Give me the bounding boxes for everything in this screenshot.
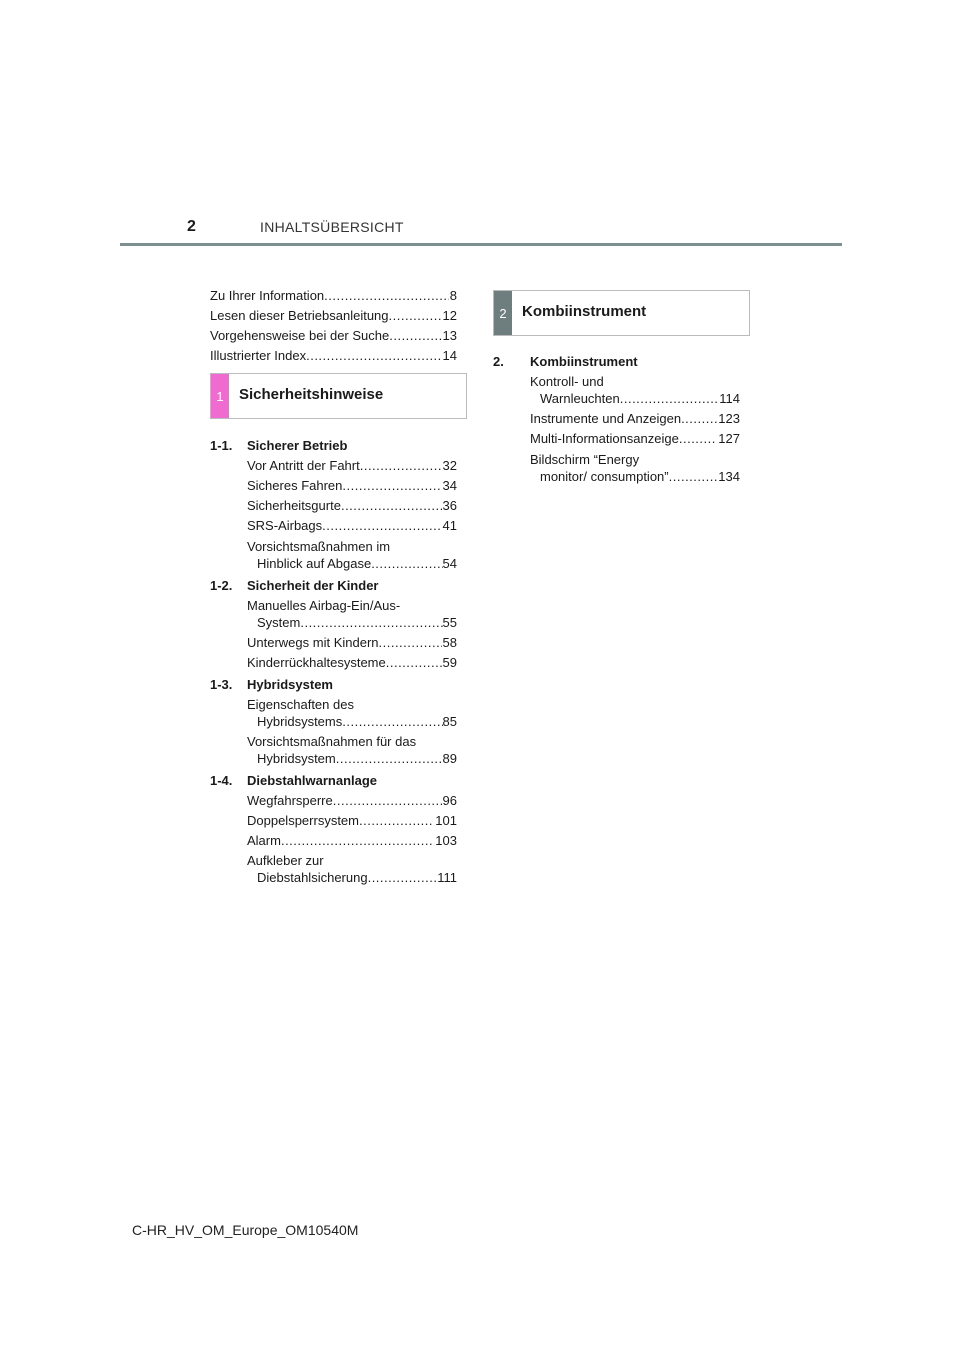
toc-entry[interactable]: Eigenschaften des Hybridsystems ..... 85 [247, 696, 457, 730]
section-heading: 2. Kombiinstrument [493, 354, 638, 369]
chapter-marker: 1 [211, 374, 229, 418]
toc-entry[interactable]: Doppelsperrsystem ..... 101 [247, 812, 457, 829]
chapter-title: Sicherheitshinweise [239, 386, 384, 403]
document-footer: C-HR_HV_OM_Europe_OM10540M [132, 1222, 359, 1238]
chapter-title: Kombiinstrument [522, 303, 647, 320]
toc-entry[interactable]: Bildschirm “Energy monitor/ consumption” ..... 134 [530, 451, 740, 485]
toc-entry[interactable]: Vorsichtsmaßnahmen für das Hybridsystem ..... 89 [247, 733, 457, 767]
page-header [120, 218, 842, 248]
toc-entry[interactable]: Kontroll- und Warnleuchten ..... 114 [530, 373, 740, 407]
toc-entry[interactable]: Sicherheitsgurte ..... 36 [247, 497, 457, 514]
toc-entry[interactable]: Vorsichtsmaßnahmen im Hinblick auf Abgase ..... 54 [247, 538, 457, 572]
toc-entry[interactable]: Kinderrückhaltesysteme ..... 59 [247, 654, 457, 671]
toc-entry[interactable]: Alarm ..... 103 [247, 832, 457, 849]
toc-entry[interactable]: Illustrierter Index ..... 14 [210, 347, 457, 364]
header-rule [120, 243, 842, 246]
toc-entry[interactable]: Lesen dieser Betriebsanleitung ..... 12 [210, 307, 457, 324]
toc-entry[interactable]: Vorgehensweise bei der Suche ..... 13 [210, 327, 457, 344]
toc-entry[interactable]: Wegfahrsperre ..... 96 [247, 792, 457, 809]
toc-entry[interactable]: Aufkleber zur Diebstahlsicherung ..... 111 [247, 852, 457, 886]
chapter-marker: 2 [494, 291, 512, 335]
toc-entry[interactable]: Instrumente und Anzeigen ..... 123 [530, 410, 740, 427]
section-heading: 1-4. Diebstahlwarnanlage [210, 773, 378, 788]
toc-entry[interactable]: Multi-Informationsanzeige ..... 127 [530, 430, 740, 447]
toc-entry[interactable]: Manuelles Airbag-Ein/Aus- System ..... 55 [247, 597, 457, 631]
section-heading: 1-1. Sicherer Betrieb [210, 438, 348, 453]
toc-entry[interactable]: Vor Antritt der Fahrt ..... 32 [247, 457, 457, 474]
section-heading: 1-3. Hybridsystem [210, 677, 333, 692]
chapter-tab-kombiinstrument[interactable] [493, 290, 750, 336]
toc-entry[interactable]: Unterwegs mit Kindern ..... 58 [247, 634, 457, 651]
chapter-tab-sicherheitshinweise[interactable] [210, 373, 467, 419]
page-number: 2 [187, 218, 196, 235]
toc-entry[interactable]: Zu Ihrer Information ..... 8 [210, 287, 457, 304]
toc-entry[interactable]: Sicheres Fahren ..... 34 [247, 477, 457, 494]
toc-entry[interactable]: SRS-Airbags ..... 41 [247, 517, 457, 534]
section-heading: 1-2. Sicherheit der Kinder [210, 578, 379, 593]
header-title: INHALTSÜBERSICHT [260, 219, 404, 235]
